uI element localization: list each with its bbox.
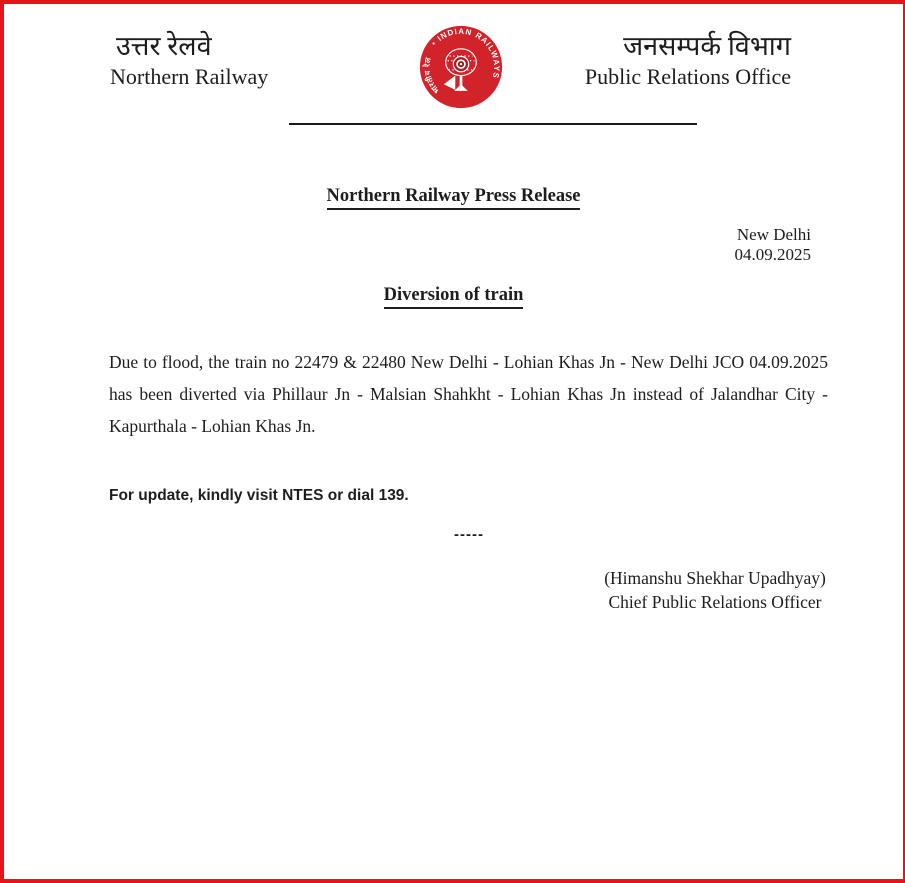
logo-arc-text-english: • INDIAN RAILWAYS — [429, 26, 502, 80]
press-release-title-row — [4, 186, 903, 210]
org-block-right — [585, 28, 791, 90]
update-note: For update, kindly visit NTES or dial 139. — [109, 487, 409, 504]
press-release-title: Northern Railway Press Release — [327, 186, 581, 210]
signature-block — [597, 567, 833, 614]
org-block-left — [110, 28, 268, 90]
dateline — [735, 225, 812, 264]
org-right-hindi-title: जनसम्पर्क विभाग — [623, 31, 791, 61]
separator-dashes: ----- — [454, 526, 484, 543]
org-left-english-title: Northern Railway — [110, 64, 269, 89]
header-divider-line — [289, 123, 697, 125]
subject-row — [4, 285, 903, 309]
signatory-title: Chief Public Relations Officer — [608, 591, 822, 612]
dateline-place: New Delhi — [736, 225, 811, 244]
signatory-name: (Himanshu Shekhar Upadhyay) — [604, 568, 826, 588]
org-right-english-title: Public Relations Office — [584, 64, 791, 89]
org-left-hindi-title: उत्तर रेलवे — [116, 31, 212, 61]
logo-arc-text-hindi: भारतीय रेल — [422, 56, 442, 96]
dateline-date: 04.09.2025 — [734, 244, 811, 264]
indian-railways-emblem-icon — [418, 24, 504, 110]
subject-heading: Diversion of train — [384, 285, 524, 309]
indian-railways-logo — [418, 24, 504, 110]
body-paragraph: Due to flood, the train no 22479 & 22480 New Delhi - Lohian Khas Jn - New Delhi JCO 04.09.2025 has been diverted via Phillaur Jn - Malsian Shahkht - Lohian Khas Jn instead of Jalandhar City - Kapurthala - Lohian Khas Jn. — [109, 351, 828, 436]
